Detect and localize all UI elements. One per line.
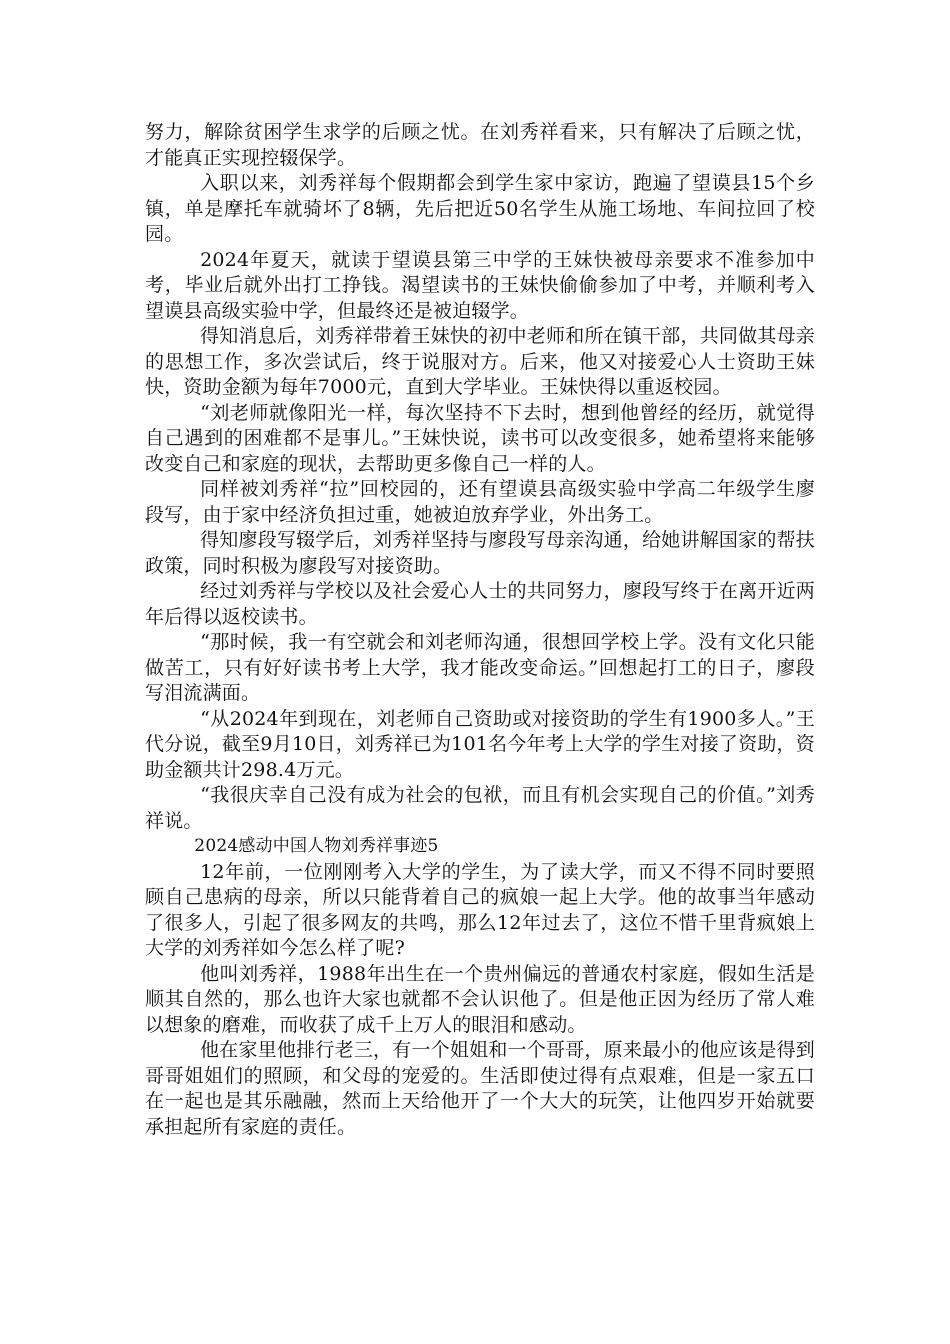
paragraph-14: 他叫刘秀祥，1988年出生在一个贵州偏远的普通农村家庭，假如生活是顺其自然的，那么也许大家也就都不会认识他了。但是他正因为经历了常人难以想象的磨难，而收获了成千上万人的眼泪和感动。 bbox=[145, 962, 815, 1036]
paragraph-8: 经过刘秀祥与学校以及社会爱心人士的共同努力，廖段写终于在离开近两年后得以返校读书。 bbox=[145, 580, 815, 628]
paragraph-15: 他在家里他排行老三，有一个姐姐和一个哥哥，原来最小的他应该是得到哥哥姐姐们的照顾，和父母的宠爱的。生活即使过得有点艰难，但是一家五口在一起也是其乐融融，然而上天给他开了一个大大的玩笑，让他四岁开始就要承担起所有家庭的责任。 bbox=[145, 1039, 815, 1138]
paragraph-11: “我很庆幸自己没有成为社会的包袱，而且有机会实现自己的价值。”刘秀祥说。 bbox=[145, 784, 815, 832]
section-heading: 2024感动中国人物刘秀祥事迹5 bbox=[194, 836, 439, 856]
paragraph-2: 入职以来，刘秀祥每个假期都会到学生家中家访，跑遍了望谟县15个乡镇，单是摩托车就骑坏了8辆，先后把近50名学生从施工场地、车间拉回了校园。 bbox=[145, 172, 815, 245]
paragraph-4: 得知消息后，刘秀祥带着王妹快的初中老师和所在镇干部，共同做其母亲的思想工作，多次尝试后，终于说服对方。后来，他又对接爱心人士资助王妹快，资助金额为每年7000元，直到大学毕业。王妹快得以重返校园。 bbox=[145, 325, 815, 398]
document-body bbox=[145, 120, 815, 1140]
paragraph-3: 2024年夏天，就读于望谟县第三中学的王妹快被母亲要求不准参加中考，毕业后就外出打工挣钱。渴望读书的王妹快偷偷参加了中考，并顺利考入望谟县高级实验中学，但最终还是被迫辍学。 bbox=[145, 248, 815, 322]
paragraph-7: 得知廖段写辍学后，刘秀祥坚持与廖段写母亲沟通，给她讲解国家的帮扶政策，同时积极为廖段写对接资助。 bbox=[145, 529, 815, 577]
paragraph-13: 12年前，一位刚刚考入大学的学生，为了读大学，而又不得不同时要照顾自己患病的母亲，所以只能背着自己的疯娘一起上大学。他的故事当年感动了很多人，引起了很多网友的共鸣，那么12年过去了，这位不惜千里背疯娘上大学的刘秀祥如今怎么样了呢? bbox=[145, 860, 815, 959]
paragraph-9: “那时候，我一有空就会和刘老师沟通，很想回学校上学。没有文化只能做苦工，只有好好读书考上大学，我才能改变命运。”回想起打工的日子，廖段写泪流满面。 bbox=[145, 631, 815, 704]
paragraph-6: 同样被刘秀祥“拉”回校园的，还有望谟县高级实验中学高二年级学生廖段写，由于家中经济负担过重，她被迫放弃学业，外出务工。 bbox=[145, 478, 815, 526]
paragraph-5: “刘老师就像阳光一样，每次坚持不下去时，想到他曾经的经历，就觉得自己遇到的困难都不是事儿。”王妹快说，读书可以改变很多，她希望将来能够改变自己和家庭的现状，去帮助更多像自己一样的人。 bbox=[145, 401, 815, 475]
paragraph-10: “从2024年到现在，刘老师自己资助或对接资助的学生有1900多人。”王代分说，截至9月10日，刘秀祥已为101名今年考上大学的学生对接了资助，资助金额共计298.4万元。 bbox=[145, 707, 815, 781]
paragraph-1: 努力，解除贫困学生求学的后顾之忧。在刘秀祥看来，只有解决了后顾之忧，才能真正实现控辍保学。 bbox=[145, 121, 815, 169]
